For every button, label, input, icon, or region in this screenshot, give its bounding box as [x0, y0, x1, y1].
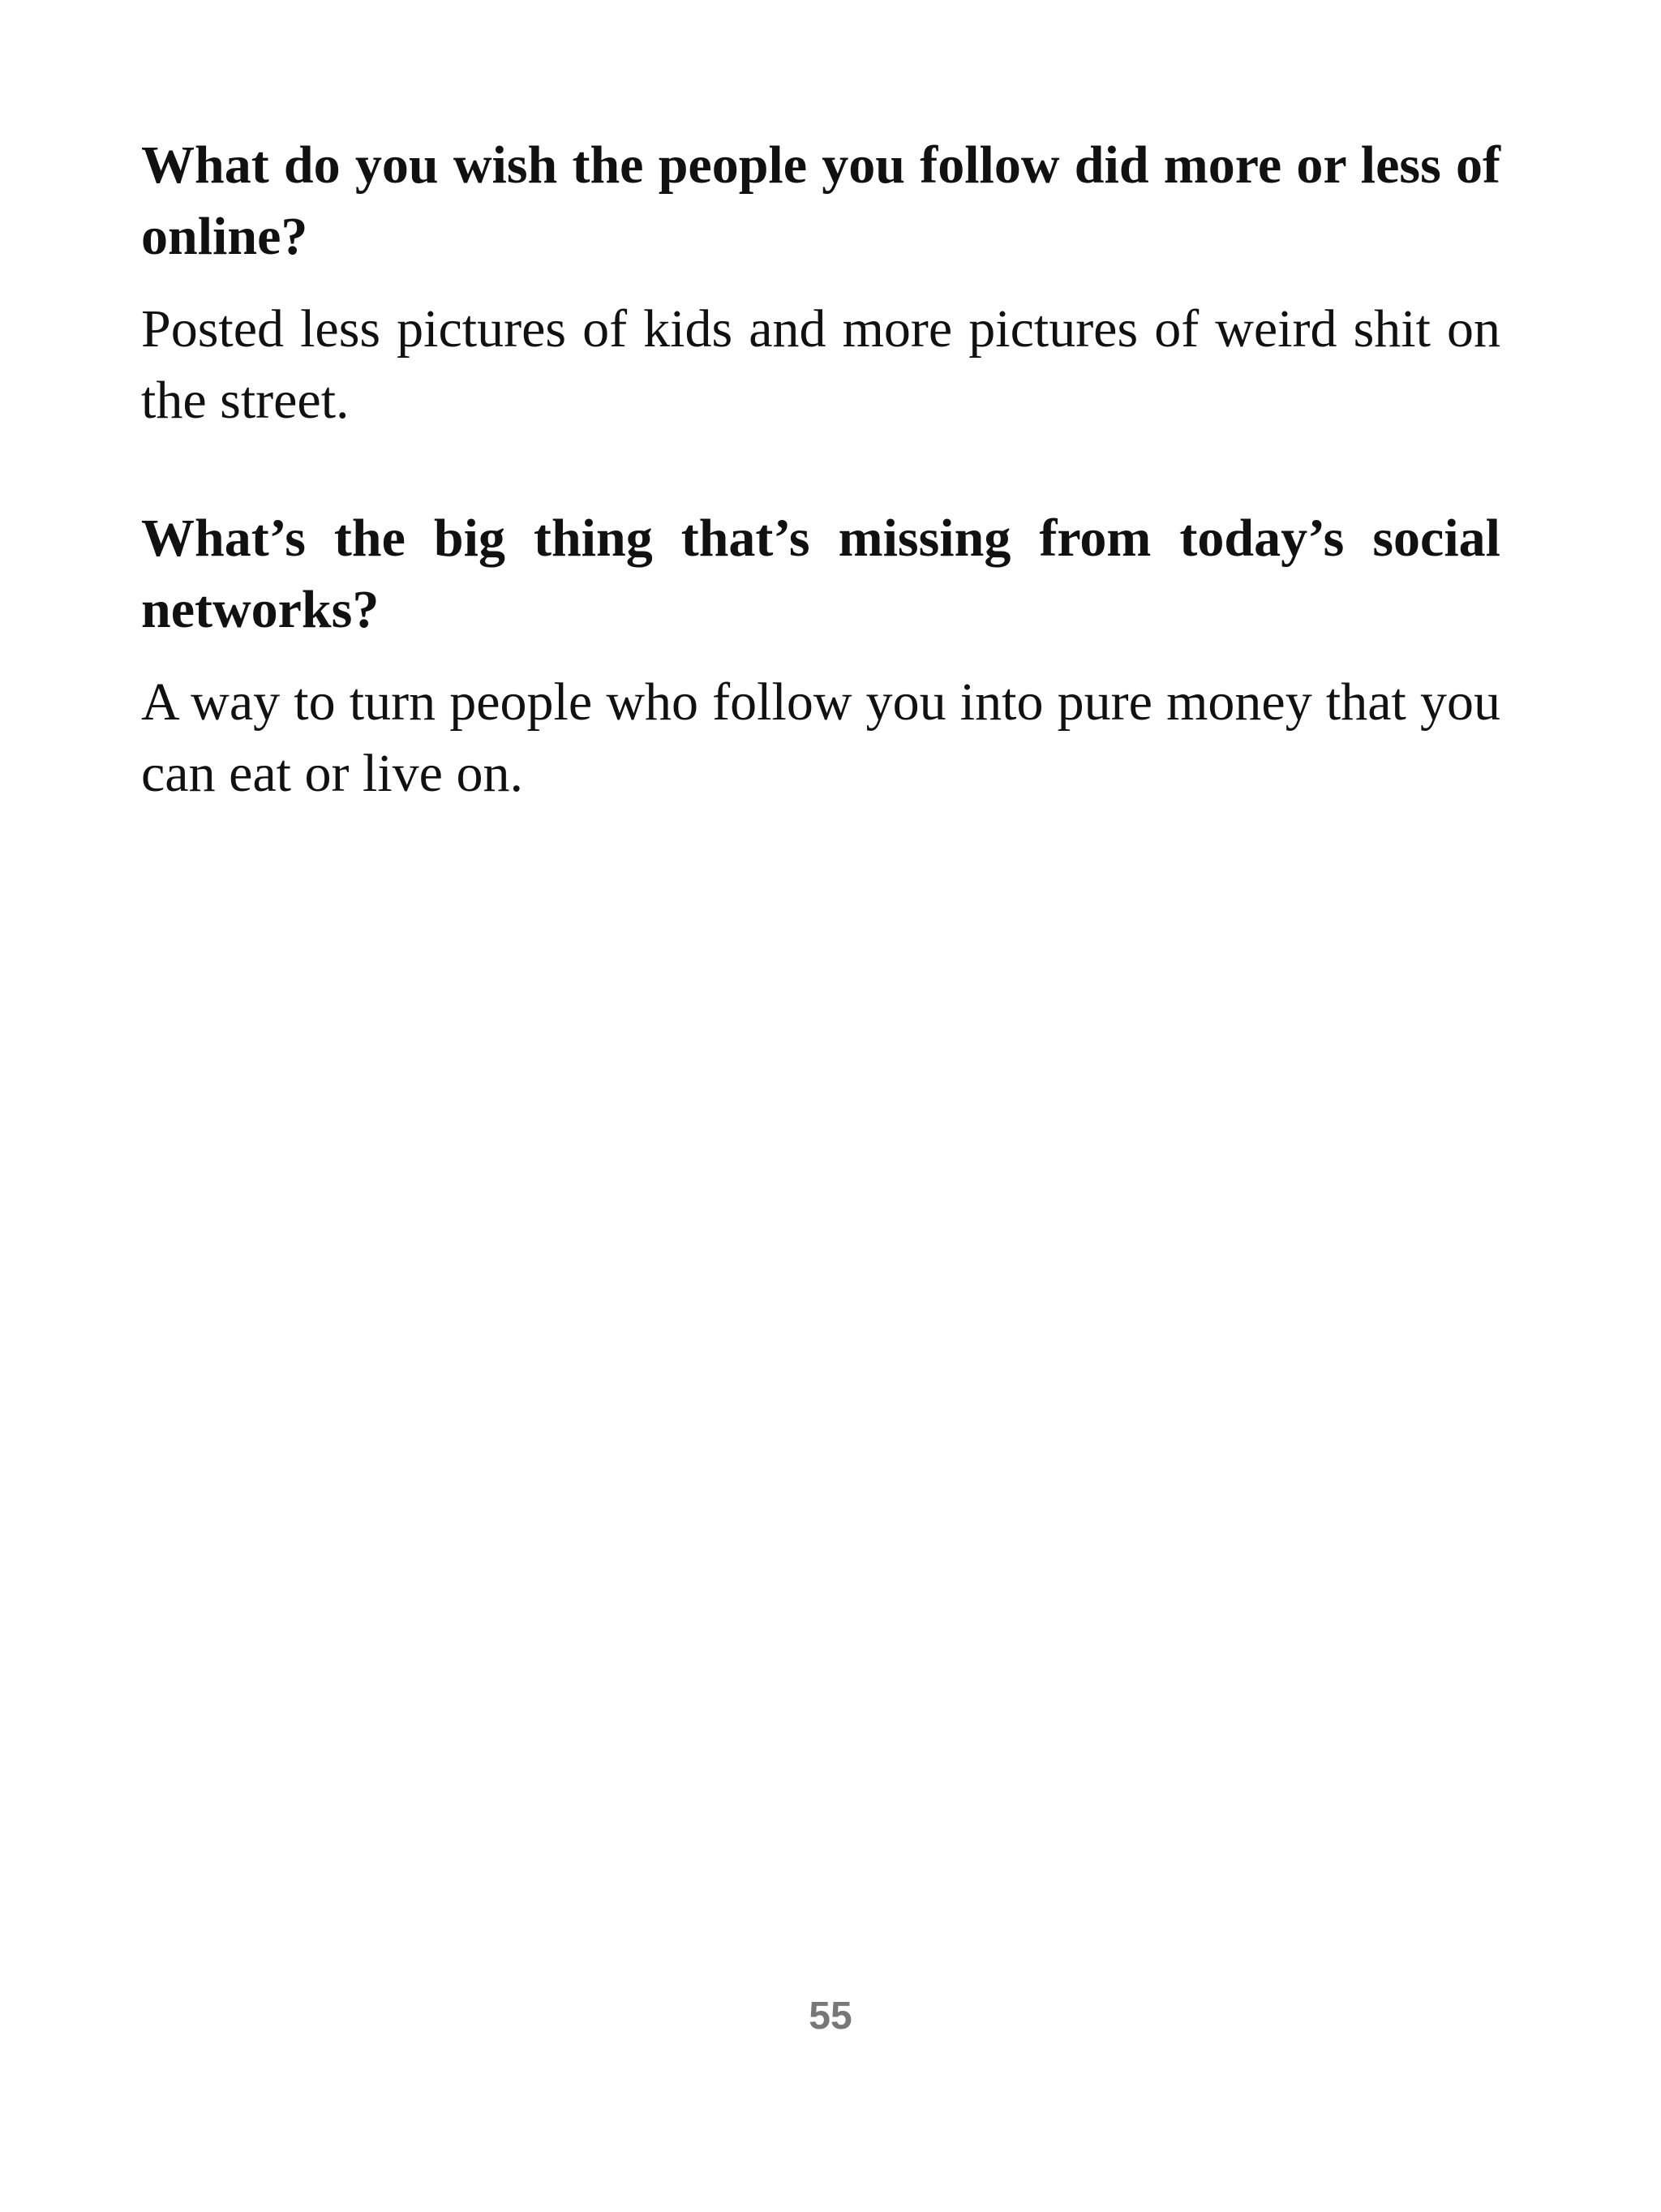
answer-1: Posted less pictures of kids and more pictures of weird shit on the street.: [141, 299, 1500, 430]
page-content: [141, 130, 1500, 810]
answer-2: A way to turn people who follow you into pure money that you can eat or live on.: [141, 672, 1500, 803]
page-number: 55: [809, 1995, 852, 2038]
question-1: What do you wish the people you follow did more or less of online?: [141, 135, 1500, 266]
question-2: What’s the big thing that’s missing from today’s social networks?: [141, 509, 1500, 639]
qa-block-1: [141, 130, 1500, 436]
qa-block-2: [141, 503, 1500, 810]
